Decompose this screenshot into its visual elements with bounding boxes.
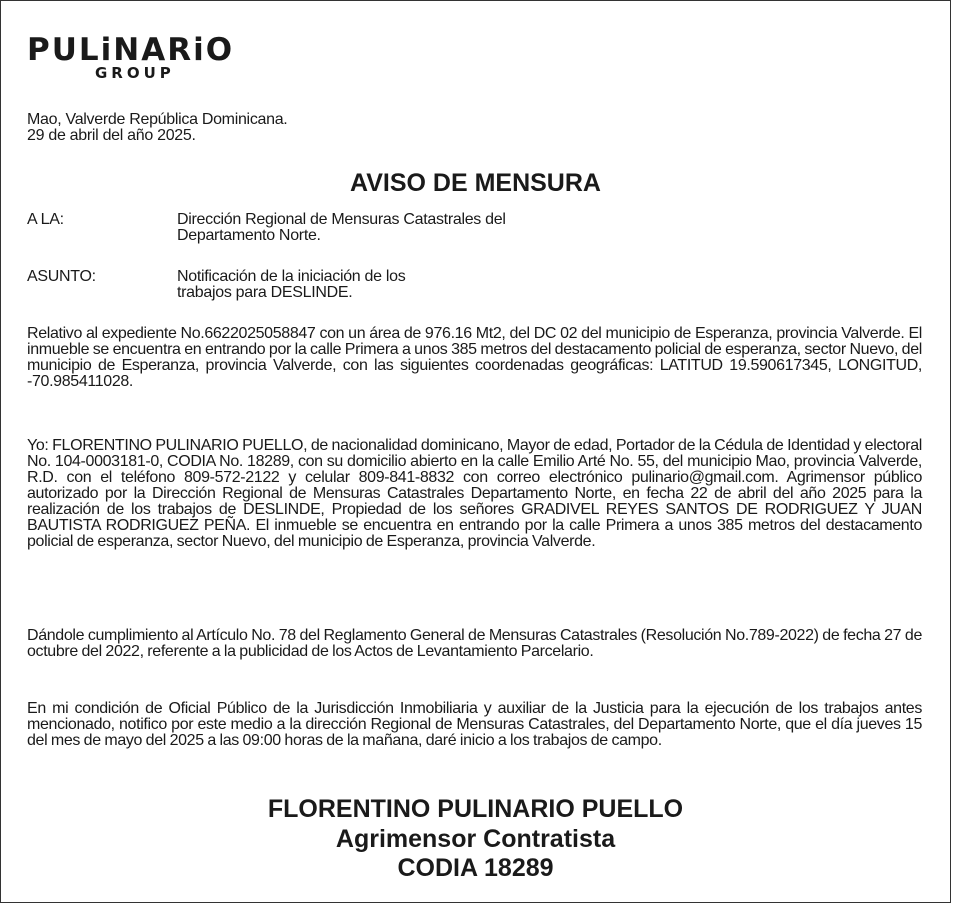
- subject-label: ASUNTO:: [27, 268, 96, 285]
- signature-name: FLORENTINO PULINARIO PUELLO: [267, 795, 684, 823]
- company-logo: [27, 32, 289, 82]
- subject-line: trabajos para DESLINDE.: [177, 284, 353, 301]
- subject-line: Notificación de la iniciación de los: [177, 268, 406, 285]
- paragraph-text: En mi condición de Oficial Público de la Jurisdicción Inmobiliaria y auxiliar de la Justicia para la ejecución de los trabajos antes mencionado, notifico por este medio a la dirección Regional de Mensuras Catastrales, del Departamento Norte, que el día jueves 15 del mes de mayo del 2025 a las 09:00 horas de la mañana, daré inicio a los trabajos de campo.: [27, 700, 922, 749]
- logo-subtitle: GROUP: [95, 64, 175, 82]
- recipient-line: Dirección Regional de Mensuras Catastrales del: [177, 211, 506, 228]
- signature-role: Agrimensor Contratista: [335, 825, 616, 853]
- place-line: Mao, Valverde República Dominicana.: [27, 111, 288, 128]
- paragraph-regulation: [27, 628, 922, 660]
- date-line: 29 de abril del año 2025.: [27, 127, 196, 144]
- paragraph-text: Relativo al expediente No.6622025058847 con un área de 976.16 Mt2, del DC 02 del municipio de Esperanza, provincia Valverde. El inmueble se encuentra en entrando por la calle Primera a unos 385 metros del destacamento policial de esperanza, sector Nuevo, del municipio de Esperanza, provincia Valverde, con las siguientes coordenadas geográficas: LATITUD 19.590617345, LONGITUD, -70.985411028.: [27, 325, 922, 390]
- paragraph-text: Yo: FLORENTINO PULINARIO PUELLO, de nacionalidad dominicano, Mayor de edad, Portador de la Cédula de Identidad y electoral No. 104-0003181-0, CODIA No. 18289, con su domicilio abierto en la calle Emilio Arté No. 55, del municipio Mao, provincia Valverde, R.D. con el teléfono 809-572-2122 y celular 809-841-8832 con correo electrónico pulinario@gmail.com. Agrimensor público autorizado por la Dirección Regional de Mensuras Catastrales Departamento Norte, en fecha 22 de abril del año 2025 para la realización de los trabajos de DESLINDE, Propiedad de los señores GRADIVEL REYES SANTOS DE RODRIGUEZ Y JUAN BAUTISTA RODRIGUEZ PEÑA. El inmueble se encuentra en entrando por la calle Primera a unos 385 metros del destacamento policial de esperanza, sector Nuevo, del municipio de Esperanza, provincia Valverde.: [27, 437, 922, 550]
- recipient-value: [177, 212, 637, 244]
- logo-wordmark: PULiNARiO: [27, 32, 235, 68]
- paragraph-surveyor: [27, 438, 922, 550]
- place-and-date: [27, 112, 287, 144]
- paragraph-text: Dándole cumplimiento al Artículo No. 78 del Reglamento General de Mensuras Catastrales (Resolución No.789-2022) de fecha 27 de octubre del 2022, referente a la publicidad de los Actos de Levantamiento Parcelario.: [27, 627, 922, 660]
- signature-codia: CODIA 18289: [397, 854, 554, 882]
- paragraph-expediente: [27, 326, 922, 390]
- subject-value: [177, 269, 637, 301]
- recipient-label: A LA:: [27, 211, 64, 228]
- paragraph-notification: [27, 701, 922, 749]
- page-title: AVISO DE MENSURA: [350, 169, 601, 197]
- recipient-line: Departamento Norte.: [177, 227, 321, 244]
